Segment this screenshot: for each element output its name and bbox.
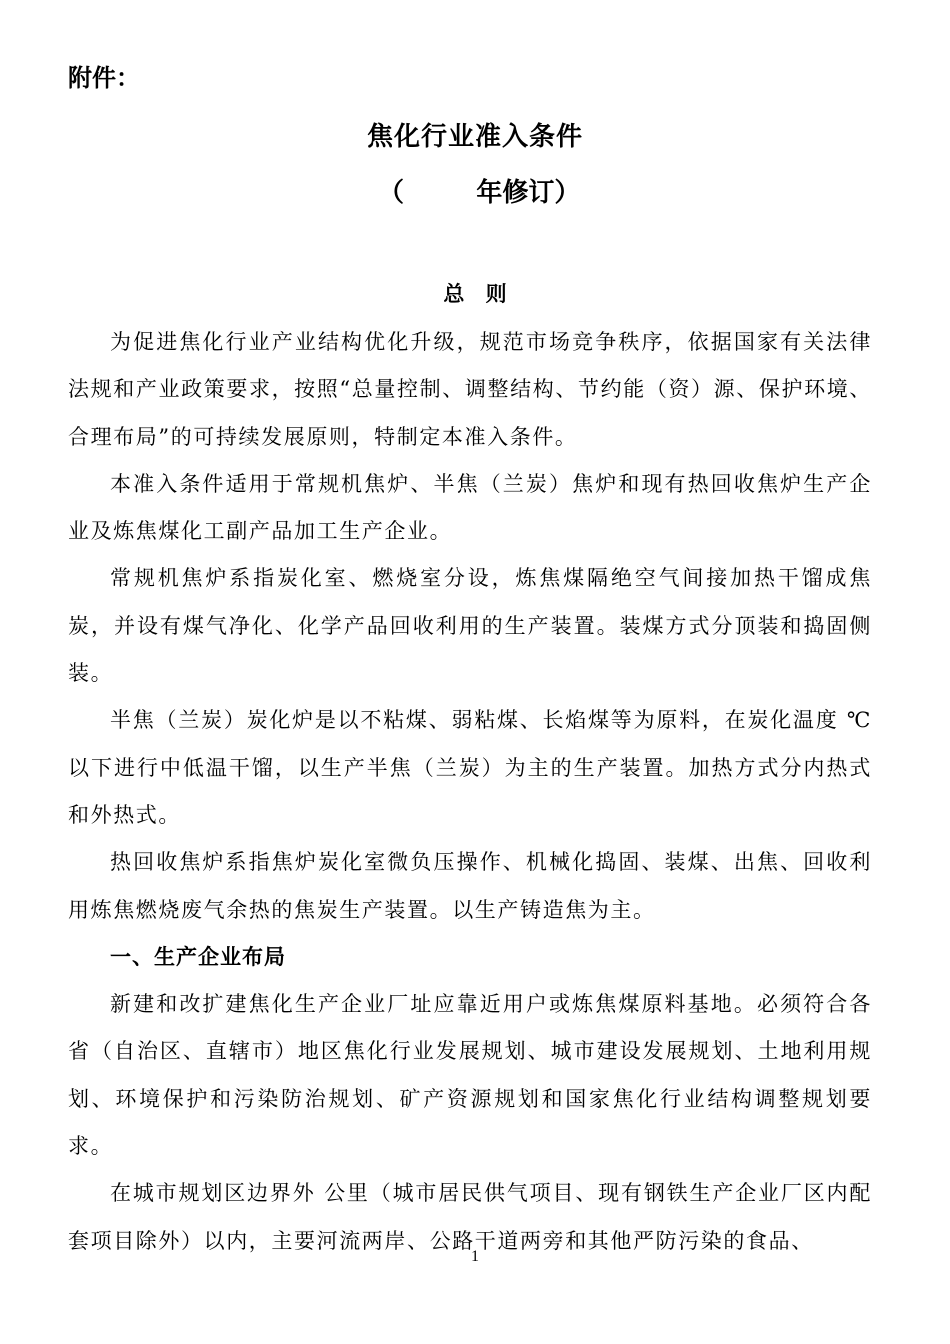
document-title: 焦化行业准入条件 — [366, 122, 583, 152]
paragraph-semi-coke-furnace: 半焦（兰炭）炭化炉是以不粘煤、弱粘煤、长焰煤等为原料，在炭化温度 ℃以下进行中低温干馏，以生产半焦（兰炭）为主的生产装置。加热方式分内热式和外热式。 — [68, 708, 872, 827]
paragraph-scope: 本准入条件适用于常规机焦炉、半焦（兰炭）焦炉和现有热回收焦炉生产企业及炼焦煤化工副产品加工生产企业。 — [68, 471, 872, 544]
heading-enterprise-layout: 一、生产企业布局 — [110, 944, 286, 969]
paragraph-conventional-coke-oven: 常规机焦炉系指炭化室、燃烧室分设，炼焦煤隔绝空气间接加热干馏成焦炭，并设有煤气净化、化学产品回收利用的生产装置。装煤方式分顶装和捣固侧装。 — [68, 566, 872, 686]
paragraph-restricted-zones: 在城市规划区边界外 公里（城市居民供气项目、现有钢铁生产企业厂区内配套项目除外）以内，主要河流两岸、公路干道两旁和其他严防污染的食品、 — [68, 1181, 872, 1253]
attachment-label: 附件： — [68, 64, 140, 92]
section-general-heading: 总 则 — [443, 282, 507, 306]
paragraph-heat-recovery-oven: 热回收焦炉系指焦炉炭化室微负压操作、机械化捣固、装煤、出焦、回收利用炼焦燃烧废气余热的焦炭生产装置。以生产铸造焦为主。 — [68, 850, 872, 922]
page-number: 1 — [471, 1248, 479, 1265]
document-subtitle: （ 年修订） — [378, 178, 581, 208]
paragraph-site-selection: 新建和改扩建焦化生产企业厂址应靠近用户或炼焦煤原料基地。必须符合各省（自治区、直辖市）地区焦化行业发展规划、城市建设发展规划、土地利用规划、环境保护和污染防治规划、矿产资源规划和国家焦化行业结构调整规划要求。 — [68, 992, 872, 1159]
document-body — [68, 319, 872, 1265]
paragraph-purpose: 为促进焦化行业产业结构优化升级，规范市场竞争秩序，依据国家有关法律法规和产业政策要求，按照“总量控制、调整结构、节约能（资）源、保护环境、合理布局”的可持续发展原则，特制定本准入条件。 — [68, 330, 872, 449]
